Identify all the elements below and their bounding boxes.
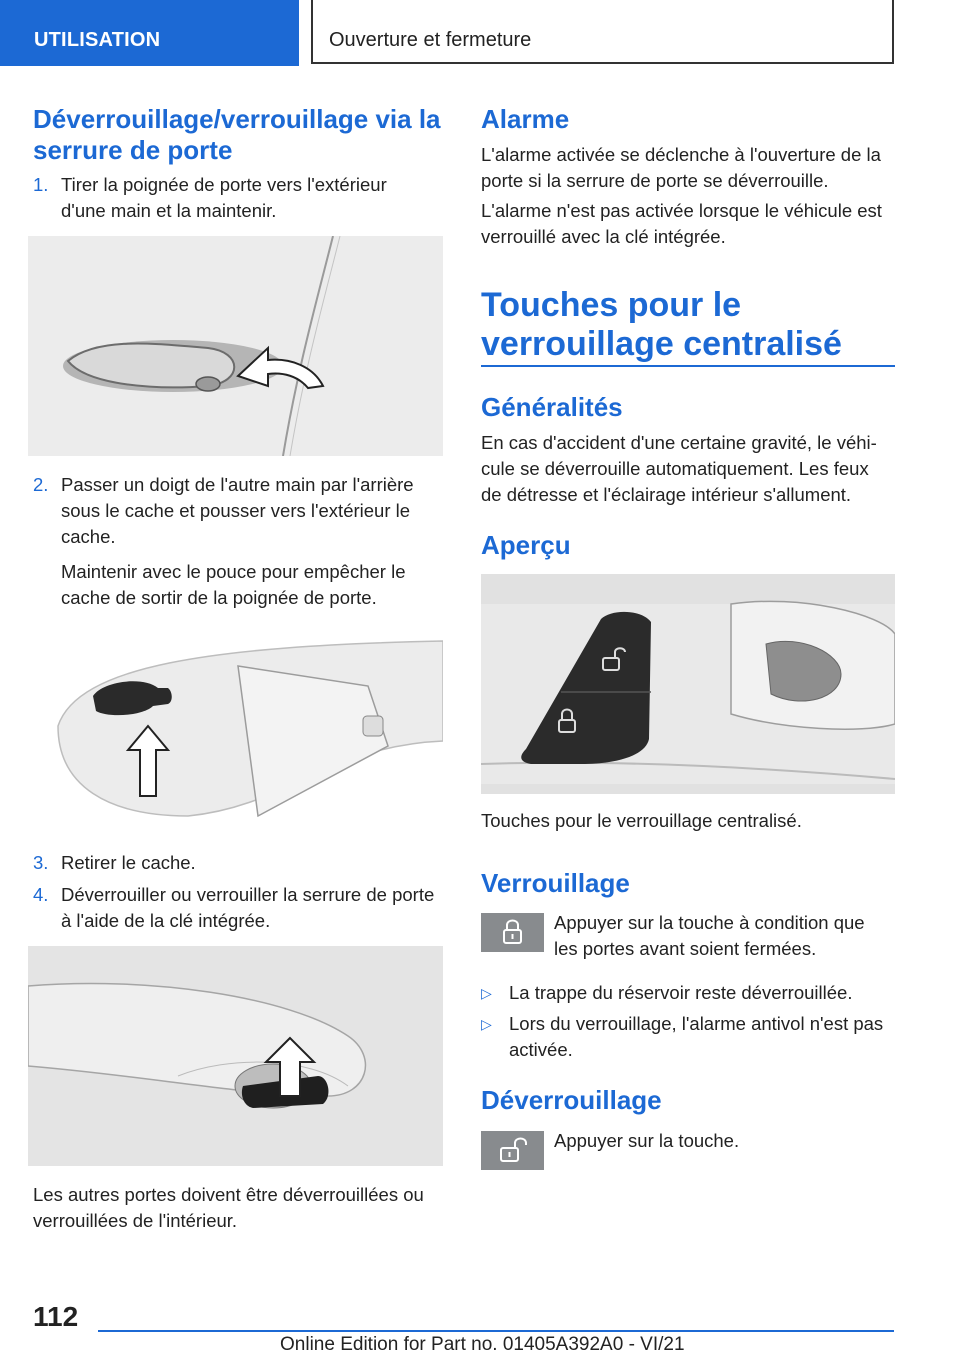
step-1-number: 1. [33,174,49,195]
figure-door-handle-pull [28,236,443,456]
footer-edition: Online Edition for Part no. 01405A392A0 - VI/21 [280,1334,685,1355]
step-2-number: 2. [33,474,49,495]
lock-bullet-1-line-1: La trappe du réservoir reste déverrouillée. [509,982,853,1003]
figure-cache-removal [28,626,443,831]
main-heading-line-1: Touches pour le [481,286,742,324]
general-text [481,430,901,508]
alarm-p2-line-2: verrouillé avec la clé intégrée. [481,226,726,247]
step-1-line-2: d'une main et la maintenir. [61,200,277,221]
alarm-p2-line-1: L'alarme n'est pas activée lorsque le véhicule est [481,200,882,221]
lock-closed-icon [481,913,544,952]
page-number: 112 [33,1301,79,1332]
unlock-heading: Déverrouillage [481,1085,662,1115]
step-2-note-line-2: cache de sortir de la poignée de porte. [61,587,377,608]
step-3-number: 3. [33,852,49,873]
heading-rule [481,365,895,367]
lock-bullet-2-line-1: Lors du verrouillage, l'alarme antivol n'est pas [509,1013,884,1034]
alarm-paragraph-1 [481,142,901,194]
left-closing-text [33,1182,453,1234]
general-line-3: de détresse et l'éclairage intérieur s'allument. [481,484,852,505]
step-3-line-1: Retirer le cache. [61,852,196,873]
step-1-line-1: Tirer la poignée de porte vers l'extérieur [61,174,387,195]
header-chapter-label: Ouverture et fermeture [329,29,532,51]
figure-key-in-lock [28,946,443,1166]
alarm-p1-line-1: L'alarme activée se déclenche à l'ouverture de la [481,144,881,165]
lock-button-icon [481,913,544,952]
step-2-line-1: Passer un doigt de l'autre main par l'arrière [61,474,414,495]
figure-central-locking-buttons [481,574,895,794]
header-section-tab [0,0,299,66]
step-4-line-1: Déverrouiller ou verrouiller la serrure de porte [61,884,435,905]
lock-heading: Verrouillage [481,868,630,898]
lock-text [554,910,894,962]
step-4-number: 4. [33,884,49,905]
unlock-button-icon [481,1131,544,1170]
lock-text-line-2: les portes avant soient fermées. [554,938,817,959]
left-heading [33,104,441,166]
alarm-p1-line-2: porte si la serrure de porte se déverrouille. [481,170,829,191]
overview-heading: Aperçu [481,530,571,560]
general-heading: Généralités [481,392,623,422]
left-closing-line-1: Les autres portes doivent être déverrouillées ou [33,1184,424,1205]
alarm-heading: Alarme [481,104,570,134]
left-heading-line-1: Déverrouillage/verrouillage via la [33,104,441,134]
header-chapter-box [311,0,894,64]
lock-text-line-1: Appuyer sur la touche à condition que [554,912,865,933]
overview-caption: Touches pour le verrouillage centralisé. [481,810,802,831]
header-section-label: UTILISATION [34,29,161,51]
lock-open-icon [481,1131,544,1170]
bullet-triangle-icon: ▷ [481,1016,492,1032]
lock-bullet-2-line-2: activée. [509,1039,573,1060]
step-2-line-2: sous le cache et pousser vers l'extérieur le [61,500,411,521]
bullet-triangle-icon: ▷ [481,985,492,1001]
general-line-1: En cas d'accident d'une certaine gravité, le véhi‐ [481,432,877,453]
main-heading-line-2: verrouillage centralisé [481,325,842,363]
step-2-note-line-1: Maintenir avec le pouce pour empêcher le [61,561,406,582]
general-line-2: cule se déverrouille automatiquement. Les feux [481,458,869,479]
alarm-paragraph-2 [481,198,901,250]
main-heading [481,286,842,364]
unlock-text: Appuyer sur la touche. [554,1130,740,1151]
footer-rule [98,1330,894,1332]
step-4-line-2: à l'aide de la clé intégrée. [61,910,271,931]
left-closing-line-2: verrouillées de l'intérieur. [33,1210,238,1231]
step-2-line-3: cache. [61,526,116,547]
left-heading-line-2: serrure de porte [33,135,233,165]
